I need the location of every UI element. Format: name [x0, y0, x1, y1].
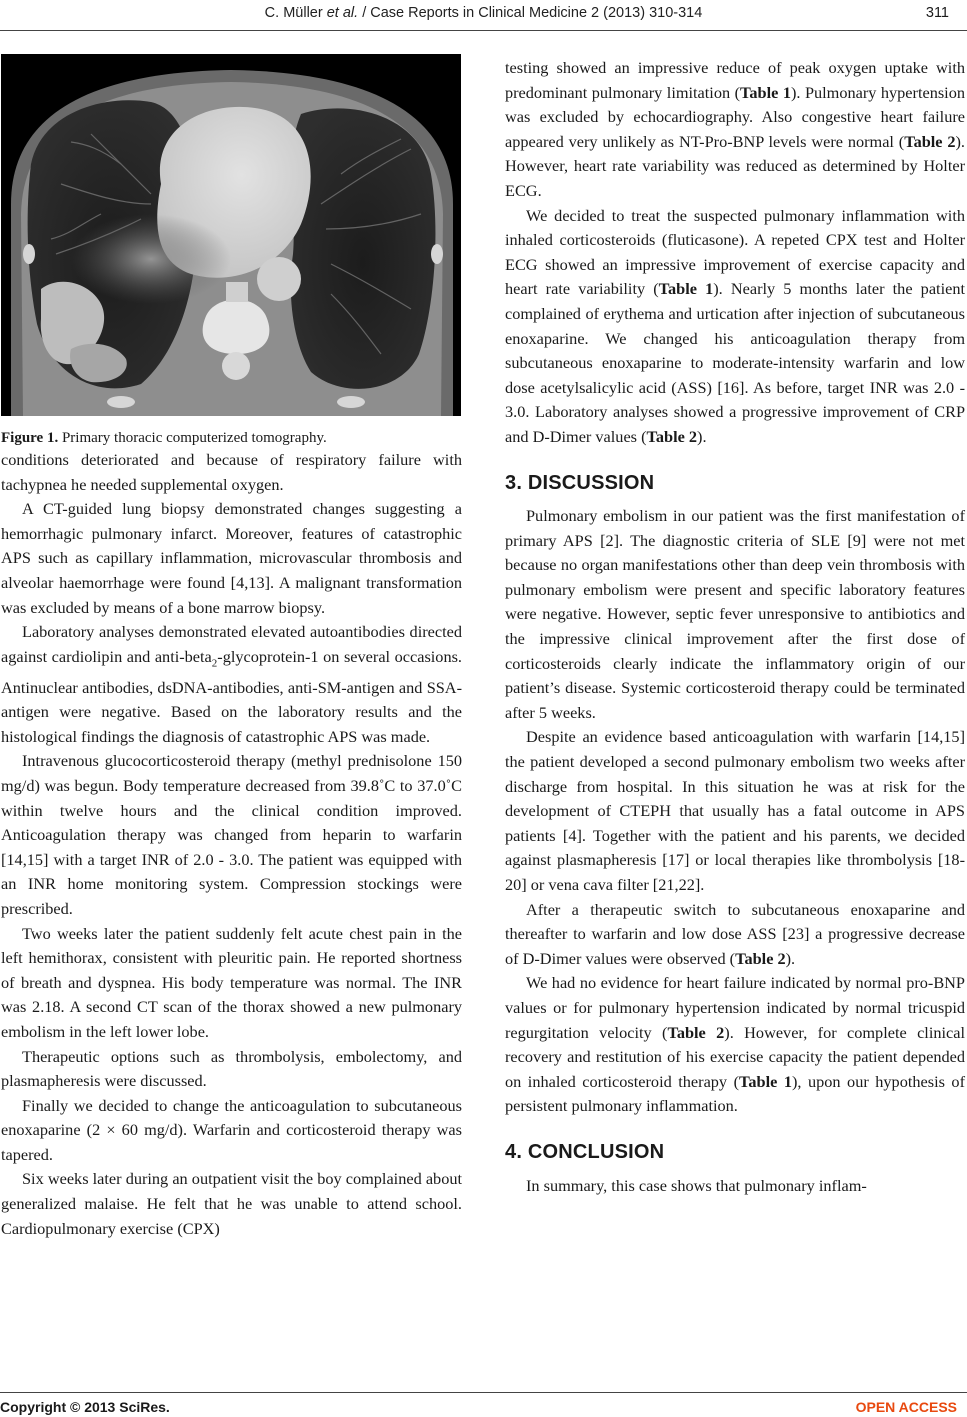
- paragraph-text: testing showed an impressive reduce of peak oxygen uptake with predominant pulmonary limitation (: [505, 58, 965, 102]
- figure-caption-text: Primary thoracic computerized tomography.: [61, 430, 327, 446]
- section-heading-discussion: 3. DISCUSSION: [505, 471, 655, 494]
- table-reference: Table 2: [646, 426, 698, 446]
- figure-label: Figure 1.: [1, 430, 59, 446]
- table-reference: Table 2: [667, 1022, 725, 1042]
- page-number: 311: [925, 5, 949, 21]
- header-rule: [0, 30, 967, 31]
- figure-caption: [1, 428, 462, 448]
- paragraph-text: Laboratory analyses demonstrated elevated autoantibodies directed against cardiolipin and anti-beta: [1, 622, 462, 666]
- paragraph-text: ). Nearly 5 months later the patient complained of erythema and urtication after injection of subcutaneous enoxaparine. We changed his anticoagulation therapy from subcutaneous enoxaparine to moderate-intensity warfarin and low dose acetylsalicylic acid (ASS) [16]. As before, target INR was 2.0 - 3.0. Laboratory analyses showed a progressive improvement of CRP and D-Dimer values (: [505, 279, 965, 446]
- body-paragraph: [1, 1094, 462, 1168]
- page-footer: [0, 1392, 967, 1417]
- body-paragraph: [1, 1045, 462, 1094]
- header-etal: et al.: [326, 5, 359, 21]
- body-paragraph: [505, 504, 965, 725]
- body-paragraph: [505, 1174, 965, 1199]
- right-column: [505, 56, 965, 1198]
- body-paragraph: [505, 971, 965, 1119]
- paragraph-text: A CT-guided lung biopsy demonstrated changes suggesting a hemorrhagic pulmonary infarct. Moreover, features of catastrophic APS such as capillary inflammation, microvascular thrombosis and alveolar haemorrhage were found [4,13]. A malignant transformation was excluded by means of a bone marrow biopsy.: [1, 499, 462, 617]
- paragraph-text: ). Pulmonary hypertension was excluded by echocardiography. Also congestive heart failure appeared very unlikely as NT-Pro-BNP levels were normal (: [505, 82, 965, 151]
- ct-scan-image: [1, 54, 461, 416]
- paragraph-text: ).: [785, 948, 796, 968]
- body-paragraph: [505, 725, 965, 897]
- body-paragraph: [1, 922, 462, 1045]
- body-paragraph: [1, 1167, 462, 1241]
- left-body-text: [1, 448, 462, 1241]
- paragraph-text: In summary, this case shows that pulmonary inflam-: [526, 1175, 867, 1195]
- header-author: C. Müller: [264, 5, 323, 21]
- header-journal: / Case Reports in Clinical Medicine 2 (2013) 310-314: [362, 5, 703, 21]
- body-paragraph: [1, 620, 462, 749]
- paragraph-text: ), upon our hypothesis of persistent pulmonary inflammation.: [505, 1071, 965, 1116]
- paragraph-text: We had no evidence for heart failure indicated by normal pro-BNP values or for pulmonary hypertension indicated by normal tricuspid regurgitation velocity (: [505, 973, 965, 1042]
- body-paragraph: [505, 204, 965, 450]
- table-reference: Table 1: [658, 279, 714, 299]
- paragraph-text: ). However, for complete clinical recovery and restitution of his exercise capacity the patient depended on inhaled corticosteroid therapy (: [505, 1022, 965, 1091]
- paragraph-text: -glycoprotein-1 on several occasions. Antinuclear antibodies, dsDNA-antibodies, anti-SM-antigen and SSA-antigen were negative. Based on the laboratory results and the histological findings the diagnosis of catastrophic APS was made.: [1, 646, 462, 746]
- right-body-text-b: [505, 504, 965, 1119]
- body-paragraph: [505, 898, 965, 972]
- running-header: [0, 2, 967, 26]
- figure-1-ct-image: [1, 54, 461, 416]
- running-title: [0, 5, 967, 21]
- left-column: [1, 54, 462, 1241]
- section-heading-conclusion: 4. CONCLUSION: [505, 1140, 665, 1163]
- paragraph-text: Two weeks later the patient suddenly felt acute chest pain in the left hemithorax, consistent with pleuritic pain. He reported shortness of breath and dyspnea. His body temperature was normal. The INR was 2.18. A second CT scan of the thorax showed a new pulmonary embolism in the left lower lobe.: [1, 923, 462, 1041]
- paragraph-text: Six weeks later during an outpatient visit the boy complained about generalized malaise. He felt that he was unable to attend school. Cardiopulmonary exercise (CPX): [1, 1169, 462, 1238]
- open-access-label: OPEN ACCESS: [855, 1399, 957, 1415]
- paragraph-text: ). However, heart rate variability was reduced as determined by Holter ECG.: [505, 131, 965, 200]
- paragraph-text: Pulmonary embolism in our patient was the first manifestation of primary APS [2]. The diagnostic criteria of SLE [9] were not met because no organ manifestations other than deep vein thrombosis with pulmonary embolism were present and specific laboratory features were negative. However, septic fever unresponsive to antibiotics and the impressive clinical improvement after the first dose of corticosteroids clearly indicate the inflammatory origin of our patient’s disease. Systemic corticosteroid therapy could be terminated after 5 weeks.: [505, 506, 965, 722]
- right-body-text-c: [505, 1174, 965, 1199]
- paragraph-text: Finally we decided to change the anticoagulation to subcutaneous enoxaparine (2 × 60 mg/d). Warfarin and corticosteroid therapy was tapered.: [1, 1095, 462, 1164]
- paragraph-text: conditions deteriorated and because of respiratory failure with tachypnea he needed supplemental oxygen.: [1, 450, 462, 494]
- subscript: 2: [211, 657, 218, 669]
- paragraph-text: ).: [697, 426, 707, 446]
- right-body-text-a: [505, 56, 965, 450]
- paragraph-text: Intravenous glucocorticosteroid therapy (methyl prednisolone 150 mg/d) was begun. Body temperature decreased from 39.8˚C to 37.0˚C within twelve hours and the clinical condition improved. Anticoagulation therapy was changed from heparin to warfarin [14,15] with a target INR of 2.0 - 3.0. The patient was equipped with an INR home monitoring system. Compression stockings were prescribed.: [1, 751, 462, 918]
- table-reference: Table 1: [739, 1071, 792, 1091]
- body-paragraph: [1, 749, 462, 921]
- paragraph-text: We decided to treat the suspected pulmonary inflammation with inhaled corticosteroids (fluticasone). A repeted CPX test and Holter ECG showed an impressive improvement of exercise capacity and heart rate variability (: [505, 205, 965, 299]
- body-paragraph: [1, 448, 462, 497]
- paragraph-text: Despite an evidence based anticoagulation with warfarin [14,15] the patient developed a second pulmonary embolism two weeks after discharge from hospital. In this situation he was at risk for the development of CTEPH that usually has a fatal outcome in APS patients [4]. Together with the patient and his parents, we decided against plasmapheresis [17] or local therapies like thrombolysis [18-20] or vena cava filter [21,22].: [505, 727, 965, 894]
- table-reference: Table 1: [740, 82, 791, 102]
- body-paragraph: [505, 56, 965, 204]
- paragraph-text: Therapeutic options such as thrombolysis, embolectomy, and plasmapheresis were discussed.: [1, 1046, 462, 1091]
- table-reference: Table 2: [735, 948, 786, 968]
- footer-rule: [0, 1392, 967, 1393]
- copyright-notice: Copyright © 2013 SciRes.: [0, 1399, 170, 1415]
- body-paragraph: [1, 497, 462, 620]
- paragraph-text: After a therapeutic switch to subcutaneous enoxaparine and thereafter to warfarin and low dose ASS [23] a progressive decrease of D-Dimer values were observed (: [505, 899, 965, 968]
- table-reference: Table 2: [904, 131, 956, 151]
